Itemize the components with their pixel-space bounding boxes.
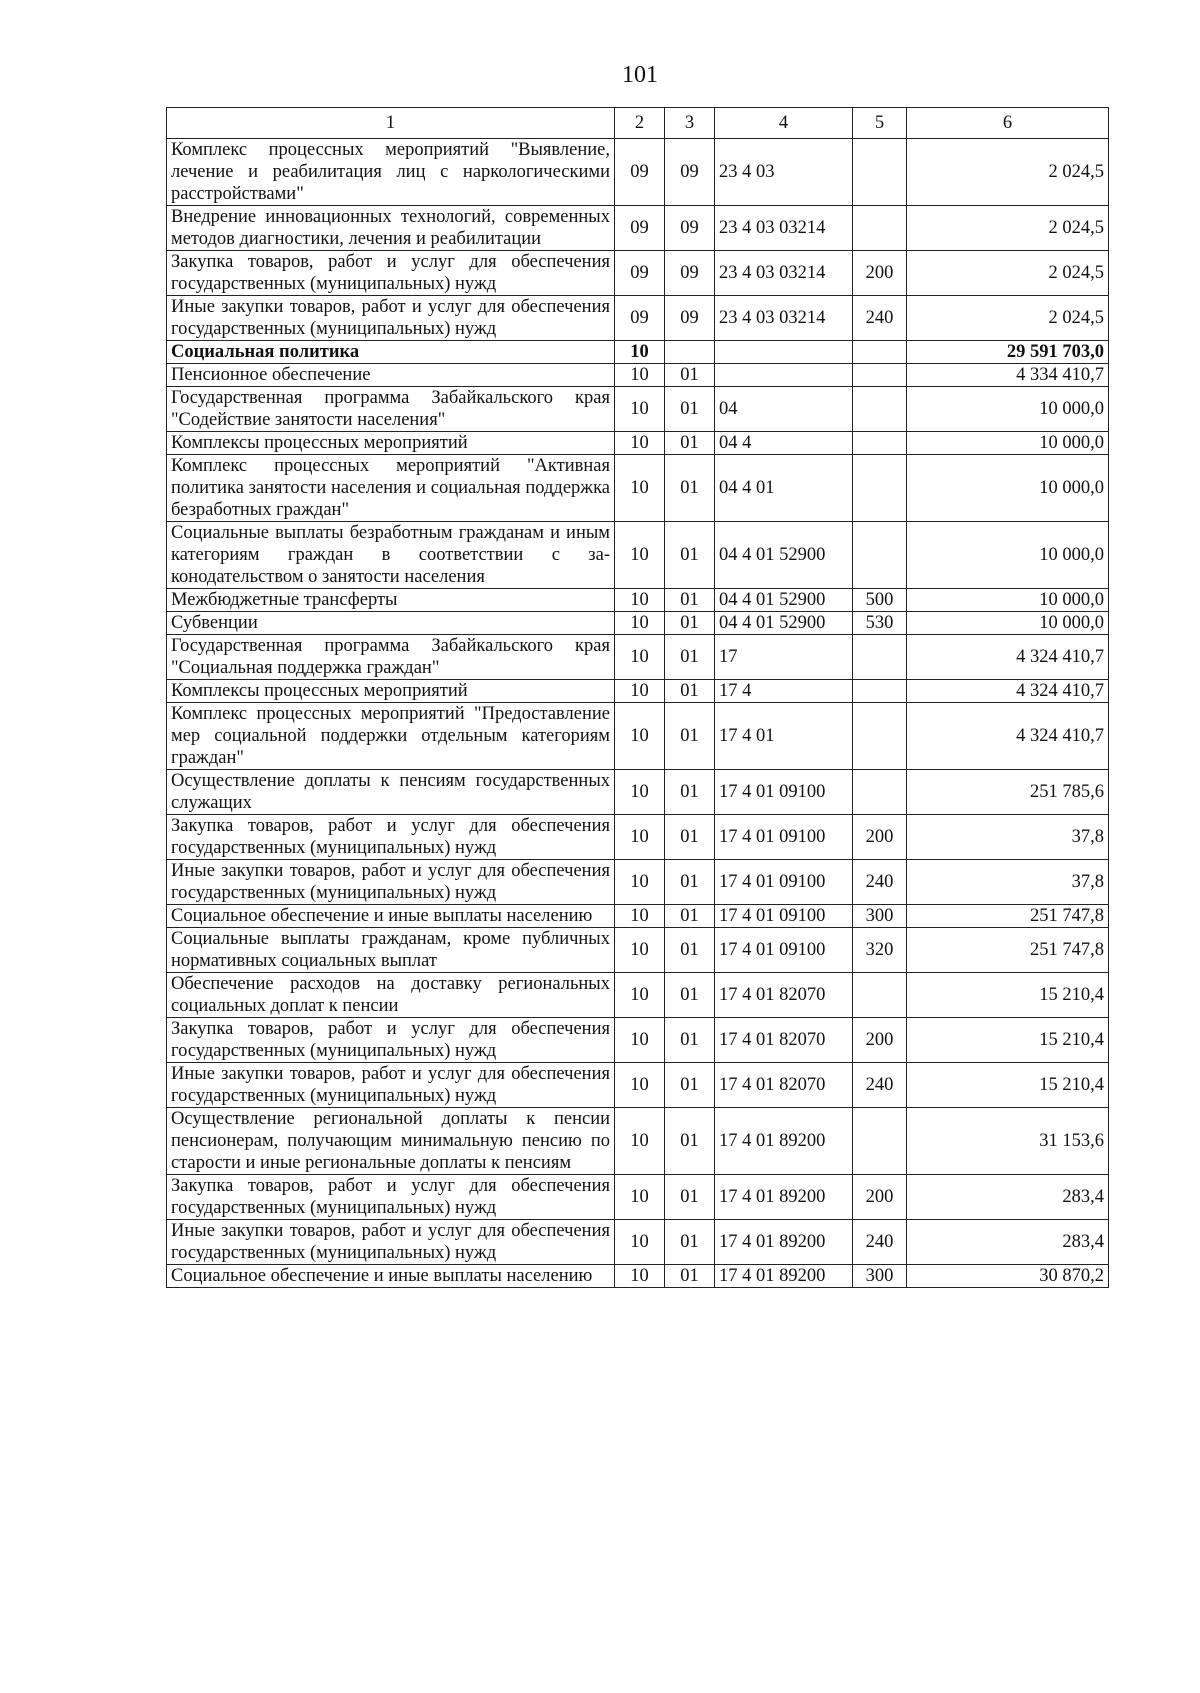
subsection-code-cell: 01 <box>665 612 715 635</box>
subsection-code-cell: 01 <box>665 589 715 612</box>
section-code-cell: 10 <box>615 815 665 860</box>
subsection-code-cell: 01 <box>665 770 715 815</box>
target-article-cell: 17 4 01 82070 <box>715 973 853 1018</box>
section-code-cell: 10 <box>615 635 665 680</box>
section-code-cell: 10 <box>615 364 665 387</box>
subsection-code-cell: 01 <box>665 455 715 522</box>
table-row <box>167 635 1109 680</box>
section-code-cell: 10 <box>615 860 665 905</box>
target-article-cell <box>715 341 853 364</box>
target-article-cell: 04 4 01 <box>715 455 853 522</box>
subsection-code-cell: 01 <box>665 635 715 680</box>
subsection-code-cell: 01 <box>665 364 715 387</box>
expense-type-cell <box>853 432 907 455</box>
section-code-cell: 10 <box>615 928 665 973</box>
section-code-cell: 09 <box>615 139 665 206</box>
table-row <box>167 296 1109 341</box>
target-article-cell: 04 4 <box>715 432 853 455</box>
table-row <box>167 206 1109 251</box>
header-cell-3: 3 <box>665 108 715 139</box>
item-name-cell: Пенсионное обеспечение <box>167 364 615 387</box>
subsection-code-cell: 01 <box>665 387 715 432</box>
expense-type-cell <box>853 387 907 432</box>
subsection-code-cell: 01 <box>665 680 715 703</box>
target-article-cell: 04 4 01 52900 <box>715 612 853 635</box>
expense-type-cell <box>853 341 907 364</box>
section-code-cell: 10 <box>615 341 665 364</box>
target-article-cell: 17 4 01 09100 <box>715 770 853 815</box>
item-name-cell: Обеспечение расходов на доставку региональных социальных доплат к пенсии <box>167 973 615 1018</box>
item-name-cell: Субвенции <box>167 612 615 635</box>
expense-type-cell: 240 <box>853 296 907 341</box>
table-header-row <box>167 108 1109 139</box>
subsection-code-cell: 09 <box>665 296 715 341</box>
expense-type-cell <box>853 770 907 815</box>
amount-cell: 4 324 410,7 <box>907 680 1109 703</box>
expense-type-cell: 240 <box>853 1063 907 1108</box>
header-cell-6: 6 <box>907 108 1109 139</box>
table-row <box>167 1108 1109 1175</box>
target-article-cell: 17 4 01 09100 <box>715 905 853 928</box>
amount-cell: 10 000,0 <box>907 522 1109 589</box>
item-name-cell: Социальная политика <box>167 341 615 364</box>
header-cell-4: 4 <box>715 108 853 139</box>
section-code-cell: 09 <box>615 206 665 251</box>
amount-cell: 15 210,4 <box>907 1063 1109 1108</box>
section-code-cell: 10 <box>615 589 665 612</box>
expense-type-cell: 240 <box>853 1220 907 1265</box>
target-article-cell: 17 4 01 <box>715 703 853 770</box>
target-article-cell: 04 4 01 52900 <box>715 589 853 612</box>
item-name-cell: Осуществление доплаты к пенсиям государственных служащих <box>167 770 615 815</box>
item-name-cell: Закупка товаров, работ и услуг для обеспечения государственных (муниципальных) нужд <box>167 251 615 296</box>
subsection-code-cell: 01 <box>665 1063 715 1108</box>
section-code-cell: 10 <box>615 680 665 703</box>
header-cell-5: 5 <box>853 108 907 139</box>
amount-cell: 37,8 <box>907 815 1109 860</box>
amount-cell: 2 024,5 <box>907 139 1109 206</box>
target-article-cell: 23 4 03 03214 <box>715 251 853 296</box>
target-article-cell: 17 4 01 09100 <box>715 860 853 905</box>
item-name-cell: Комплекс процессных мероприятий "Выявление, лечение и реабилитация лиц с наркологическими расстройствами" <box>167 139 615 206</box>
amount-cell: 251 747,8 <box>907 928 1109 973</box>
expense-type-cell: 300 <box>853 905 907 928</box>
subsection-code-cell: 01 <box>665 1175 715 1220</box>
target-article-cell: 23 4 03 03214 <box>715 296 853 341</box>
amount-cell: 283,4 <box>907 1220 1109 1265</box>
subsection-code-cell: 01 <box>665 1220 715 1265</box>
amount-cell: 251 785,6 <box>907 770 1109 815</box>
expense-type-cell <box>853 455 907 522</box>
subsection-code-cell: 09 <box>665 139 715 206</box>
amount-cell: 10 000,0 <box>907 432 1109 455</box>
subsection-code-cell: 01 <box>665 522 715 589</box>
item-name-cell: Социальное обеспечение и иные выплаты населению <box>167 1265 615 1288</box>
item-name-cell: Внедрение инновационных технологий, современных методов диагностики, лечения и реабилитации <box>167 206 615 251</box>
item-name-cell: Государственная программа Забайкальского края "Содействие занятости населения" <box>167 387 615 432</box>
table-row <box>167 815 1109 860</box>
amount-cell: 2 024,5 <box>907 206 1109 251</box>
page-number: 101 <box>622 62 658 88</box>
amount-cell: 10 000,0 <box>907 387 1109 432</box>
target-article-cell: 17 4 01 09100 <box>715 928 853 973</box>
amount-cell: 4 334 410,7 <box>907 364 1109 387</box>
header-cell-2: 2 <box>615 108 665 139</box>
amount-cell: 4 324 410,7 <box>907 635 1109 680</box>
table-row <box>167 139 1109 206</box>
amount-cell: 10 000,0 <box>907 455 1109 522</box>
item-name-cell: Комплексы процессных мероприятий <box>167 680 615 703</box>
amount-cell: 10 000,0 <box>907 612 1109 635</box>
item-name-cell: Иные закупки товаров, работ и услуг для обеспечения государственных (муниципальных) нужд <box>167 1220 615 1265</box>
item-name-cell: Государственная программа Забайкальского края "Социальная поддержка граждан" <box>167 635 615 680</box>
table-row <box>167 1175 1109 1220</box>
amount-cell: 283,4 <box>907 1175 1109 1220</box>
section-code-cell: 10 <box>615 387 665 432</box>
table-row <box>167 973 1109 1018</box>
table-row <box>167 589 1109 612</box>
table-row <box>167 680 1109 703</box>
amount-cell: 10 000,0 <box>907 589 1109 612</box>
header-cell-1: 1 <box>167 108 615 139</box>
subsection-code-cell: 01 <box>665 928 715 973</box>
target-article-cell: 23 4 03 <box>715 139 853 206</box>
subsection-code-cell <box>665 341 715 364</box>
table-row <box>167 455 1109 522</box>
amount-cell: 15 210,4 <box>907 973 1109 1018</box>
table-row <box>167 1018 1109 1063</box>
table-row <box>167 387 1109 432</box>
target-article-cell: 17 4 01 89200 <box>715 1108 853 1175</box>
section-code-cell: 10 <box>615 770 665 815</box>
section-code-cell: 10 <box>615 455 665 522</box>
item-name-cell: Социальное обеспечение и иные выплаты населению <box>167 905 615 928</box>
target-article-cell: 17 4 01 82070 <box>715 1018 853 1063</box>
target-article-cell: 04 4 01 52900 <box>715 522 853 589</box>
section-code-cell: 10 <box>615 522 665 589</box>
target-article-cell: 17 4 01 89200 <box>715 1220 853 1265</box>
amount-cell: 251 747,8 <box>907 905 1109 928</box>
target-article-cell: 17 4 01 89200 <box>715 1175 853 1220</box>
target-article-cell: 17 4 <box>715 680 853 703</box>
target-article-cell: 17 4 01 89200 <box>715 1265 853 1288</box>
table-row <box>167 432 1109 455</box>
target-article-cell: 17 4 01 82070 <box>715 1063 853 1108</box>
target-article-cell: 23 4 03 03214 <box>715 206 853 251</box>
section-code-cell: 09 <box>615 296 665 341</box>
expense-type-cell <box>853 703 907 770</box>
expense-type-cell <box>853 1108 907 1175</box>
table-row <box>167 522 1109 589</box>
expense-type-cell: 200 <box>853 1018 907 1063</box>
table-row <box>167 905 1109 928</box>
table-row <box>167 703 1109 770</box>
budget-table <box>166 107 1109 1288</box>
table-row <box>167 341 1109 364</box>
amount-cell: 29 591 703,0 <box>907 341 1109 364</box>
subsection-code-cell: 01 <box>665 432 715 455</box>
subsection-code-cell: 01 <box>665 703 715 770</box>
subsection-code-cell: 01 <box>665 973 715 1018</box>
expense-type-cell: 300 <box>853 1265 907 1288</box>
item-name-cell: Закупка товаров, работ и услуг для обеспечения государственных (муниципальных) нужд <box>167 1018 615 1063</box>
table-row <box>167 1063 1109 1108</box>
amount-cell: 37,8 <box>907 860 1109 905</box>
amount-cell: 2 024,5 <box>907 296 1109 341</box>
section-code-cell: 10 <box>615 973 665 1018</box>
amount-cell: 31 153,6 <box>907 1108 1109 1175</box>
expense-type-cell: 200 <box>853 1175 907 1220</box>
table-row <box>167 1265 1109 1288</box>
item-name-cell: Комплексы процессных мероприятий <box>167 432 615 455</box>
target-article-cell: 04 <box>715 387 853 432</box>
amount-cell: 30 870,2 <box>907 1265 1109 1288</box>
amount-cell: 15 210,4 <box>907 1018 1109 1063</box>
item-name-cell: Осуществление региональной доплаты к пенсии пенсионерам, получающим минимальную пенсию по старости и иные региональные доплаты к пенсиям <box>167 1108 615 1175</box>
item-name-cell: Социальные выплаты гражданам, кроме публичных нормативных социальных выплат <box>167 928 615 973</box>
subsection-code-cell: 09 <box>665 206 715 251</box>
item-name-cell: Закупка товаров, работ и услуг для обеспечения государственных (муниципальных) нужд <box>167 1175 615 1220</box>
section-code-cell: 10 <box>615 1220 665 1265</box>
expense-type-cell: 530 <box>853 612 907 635</box>
expense-type-cell <box>853 680 907 703</box>
expense-type-cell <box>853 139 907 206</box>
section-code-cell: 10 <box>615 1265 665 1288</box>
section-code-cell: 09 <box>615 251 665 296</box>
section-code-cell: 10 <box>615 432 665 455</box>
expense-type-cell <box>853 522 907 589</box>
section-code-cell: 10 <box>615 905 665 928</box>
subsection-code-cell: 09 <box>665 251 715 296</box>
section-code-cell: 10 <box>615 703 665 770</box>
item-name-cell: Комплекс процессных мероприятий "Активная политика занятости населения и социальная поддержка безработных граждан" <box>167 455 615 522</box>
subsection-code-cell: 01 <box>665 905 715 928</box>
table-row <box>167 251 1109 296</box>
target-article-cell: 17 <box>715 635 853 680</box>
subsection-code-cell: 01 <box>665 1265 715 1288</box>
item-name-cell: Закупка товаров, работ и услуг для обеспечения государственных (муниципальных) нужд <box>167 815 615 860</box>
expense-type-cell <box>853 635 907 680</box>
expense-type-cell: 200 <box>853 815 907 860</box>
subsection-code-cell: 01 <box>665 1108 715 1175</box>
section-code-cell: 10 <box>615 1018 665 1063</box>
expense-type-cell <box>853 973 907 1018</box>
item-name-cell: Комплекс процессных мероприятий "Предоставление мер социальной поддержки отдельным категориям граждан" <box>167 703 615 770</box>
item-name-cell: Социальные выплаты безработным гражданам и иным категориям граждан в соответствии с законодательством о занятости населения <box>167 522 615 589</box>
section-code-cell: 10 <box>615 612 665 635</box>
expense-type-cell: 500 <box>853 589 907 612</box>
subsection-code-cell: 01 <box>665 860 715 905</box>
expense-type-cell: 320 <box>853 928 907 973</box>
item-name-cell: Иные закупки товаров, работ и услуг для обеспечения государственных (муниципальных) нужд <box>167 1063 615 1108</box>
section-code-cell: 10 <box>615 1175 665 1220</box>
table-row <box>167 770 1109 815</box>
expense-type-cell <box>853 206 907 251</box>
expense-type-cell: 200 <box>853 251 907 296</box>
target-article-cell <box>715 364 853 387</box>
item-name-cell: Иные закупки товаров, работ и услуг для обеспечения государственных (муниципальных) нужд <box>167 860 615 905</box>
amount-cell: 2 024,5 <box>907 251 1109 296</box>
expense-type-cell: 240 <box>853 860 907 905</box>
table-row <box>167 612 1109 635</box>
table-row <box>167 364 1109 387</box>
table-row <box>167 928 1109 973</box>
subsection-code-cell: 01 <box>665 1018 715 1063</box>
table-row <box>167 1220 1109 1265</box>
table-row <box>167 860 1109 905</box>
item-name-cell: Иные закупки товаров, работ и услуг для обеспечения государственных (муниципальных) нужд <box>167 296 615 341</box>
subsection-code-cell: 01 <box>665 815 715 860</box>
amount-cell: 4 324 410,7 <box>907 703 1109 770</box>
expense-type-cell <box>853 364 907 387</box>
target-article-cell: 17 4 01 09100 <box>715 815 853 860</box>
section-code-cell: 10 <box>615 1063 665 1108</box>
section-code-cell: 10 <box>615 1108 665 1175</box>
item-name-cell: Межбюджетные трансферты <box>167 589 615 612</box>
